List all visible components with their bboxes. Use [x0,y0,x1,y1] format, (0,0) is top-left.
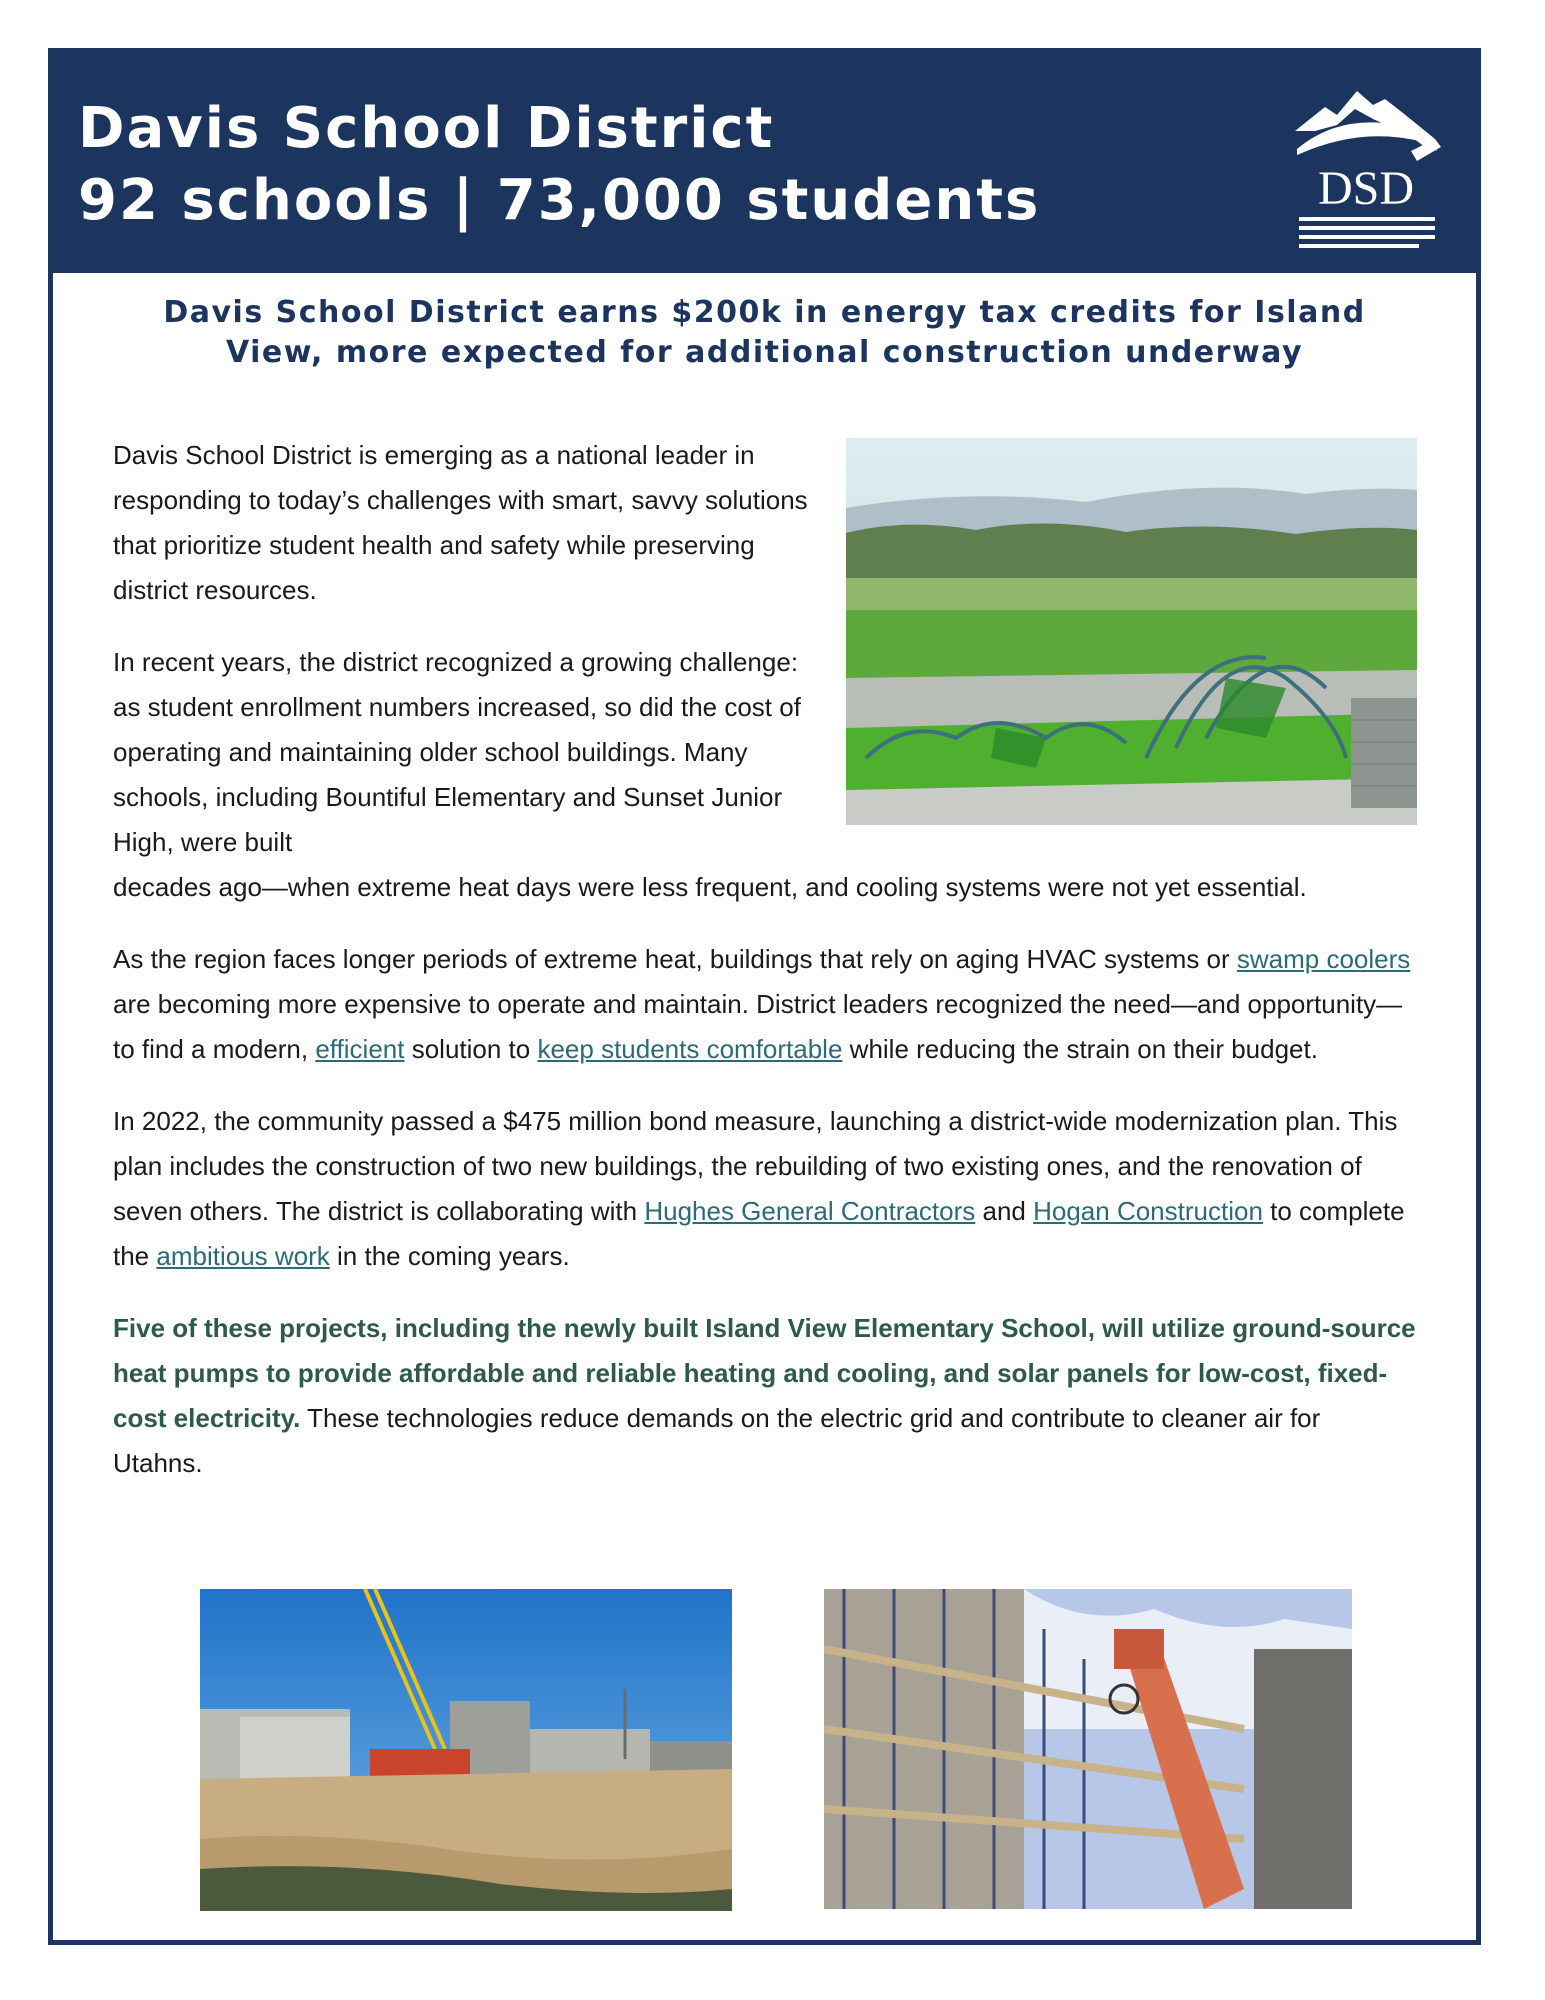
paragraph-challenge-tail: decades ago—when extreme heat days were less frequent, and cooling systems were not yet essential. [113,872,1307,902]
paragraph-challenge: In recent years, the district recognized a growing challenge: as student enrollment numbers increased, so did the cost of operating and maintaining older school buildings. Many schools, including Bountiful Elementary and Sunset Junior High, were built [113,647,801,857]
article-subtitle [113,293,1416,373]
swamp-coolers-link[interactable]: swamp coolers [1236,944,1411,974]
hughes-general-contractors-link[interactable]: Hughes General Contractors [644,1196,976,1226]
projects-text: These technologies reduce demands on the electric grid and contribute to cleaner air for Utahns. [113,1403,1321,1478]
paragraph-heat [113,937,1416,1072]
paragraph-projects [113,1306,1416,1486]
projects-highlight: Five of these projects, including the newly built Island View Elementary School, will utilize ground-source heat pumps to provide affordable and reliable heating and cooling, and solar panels for low-cost, fixed-cost electricity. [113,1313,1416,1433]
paragraph-heat-text-c: solution to [404,1034,538,1064]
subtitle-line2: View, more expected for additional construction underway [225,335,1304,370]
header-title-district: Davis School District [78,96,775,161]
paragraph-bond [113,1099,1416,1279]
paragraph-bond-text-b: and [975,1196,1034,1226]
paragraph-bond-text-c: to complete the [113,1196,1405,1271]
mountain-logo-icon [1285,69,1447,259]
header-title [78,93,1040,237]
paragraph-intro: Davis School District is emerging as a national leader in responding to today’s challenges with smart, savvy solutions that prioritize student health and safety while preserving district resources. [113,440,808,605]
logo-text: DSD [1317,162,1415,215]
construction-site-photo [200,1589,732,1911]
hogan-construction-link[interactable]: Hogan Construction [1033,1196,1263,1226]
paragraph-heat-text-d: while reducing the strain on their budget. [842,1034,1318,1064]
keep-students-comfortable-link[interactable]: keep students comfortable [537,1034,843,1064]
ambitious-work-link[interactable]: ambitious work [156,1241,330,1271]
paragraph-heat-text-b: are becoming more expensive to operate and maintain. District leaders recognized the need—and opportunity—to find a modern, [113,989,1403,1064]
header-title-stats: 92 schools | 73,000 students [78,168,1041,233]
scaffolding-photo [824,1589,1352,1909]
paragraph-bond-text-a: In 2022, the community passed a $475 million bond measure, launching a district-wide modernization plan. This plan includes the construction of two new buildings, the rebuilding of two existing ones, and the renovation of seven others. The district is collaborating with [113,1106,1398,1226]
subtitle-line1: Davis School District earns $200k in energy tax credits for Island [163,295,1366,330]
page-frame [48,48,1481,1945]
article-body [113,433,1503,1513]
dsd-logo [1285,69,1447,259]
paragraph-heat-text-a: As the region faces longer periods of extreme heat, buildings that rely on aging HVAC systems or [113,944,1237,974]
header-banner [53,53,1476,273]
efficient-link[interactable]: efficient [315,1034,405,1064]
paragraph-bond-text-d: in the coming years. [329,1241,570,1271]
